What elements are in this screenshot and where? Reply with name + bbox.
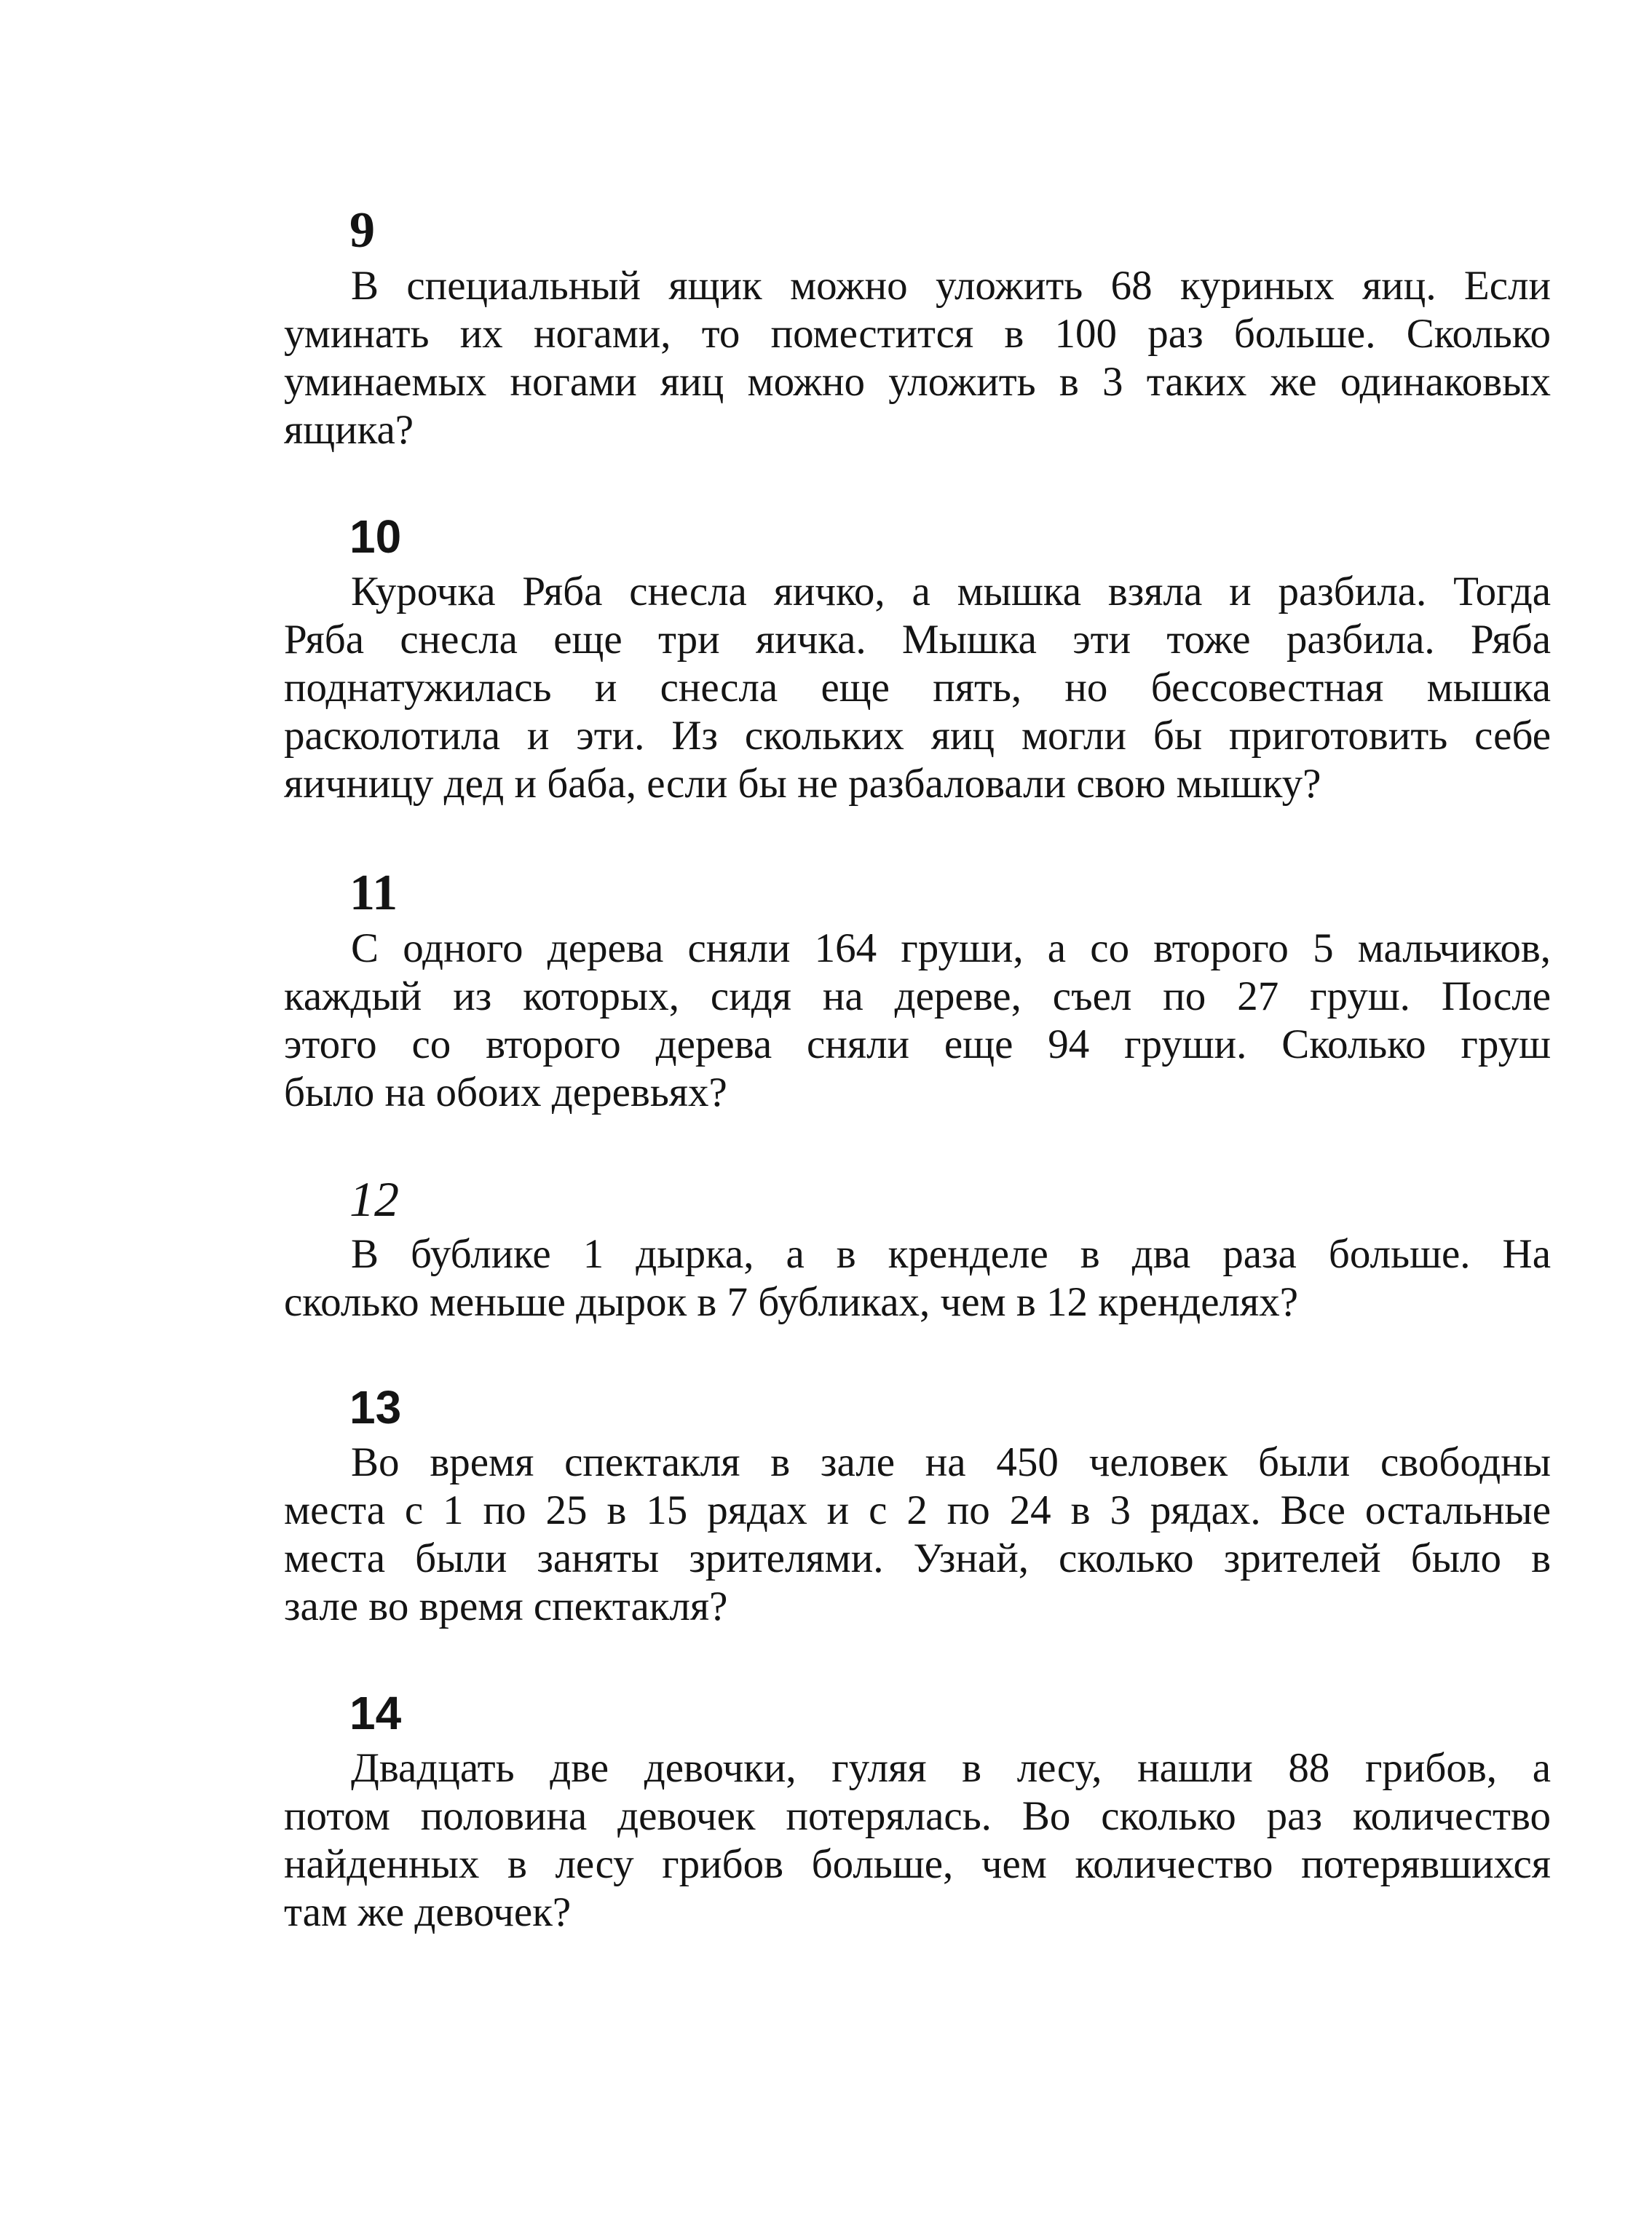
- problem-text: [284, 1744, 1551, 1937]
- text-line: В специальный ящик можно уложить 68 куриных яиц. Если: [351, 263, 1551, 309]
- text-line: каждый из которых, сидя на дереве, съел по 27 груш. После: [284, 973, 1551, 1019]
- text-line: уминаемых ногами яиц можно уложить в 3 таких же одинаковых: [284, 359, 1551, 405]
- problem-number: 12: [349, 1171, 399, 1227]
- problem-text: [284, 262, 1551, 454]
- problem-text: [284, 1230, 1551, 1327]
- problem-number: 10: [349, 510, 402, 563]
- text-line: ящика?: [284, 407, 414, 453]
- text-line: В бублике 1 дырка, а в кренделе в два раза больше. На: [351, 1231, 1551, 1277]
- problem-text: [284, 925, 1551, 1117]
- text-line: Двадцать две девочки, гуляя в лесу, нашли 88 грибов, а: [351, 1745, 1551, 1791]
- problem-number: 13: [349, 1381, 402, 1434]
- problem-number: 9: [349, 202, 375, 258]
- text-line: этого со второго дерева сняли еще 94 груши. Сколько груш: [284, 1021, 1551, 1067]
- text-line: Во время спектакля в зале на 450 человек были свободны: [351, 1439, 1551, 1485]
- text-line: найденных в лесу грибов больше, чем количество потерявшихся: [284, 1841, 1551, 1887]
- text-line: расколотила и эти. Из скольких яиц могли бы приготовить себе: [284, 713, 1551, 759]
- problem-number: 14: [349, 1687, 402, 1739]
- text-line: места с 1 по 25 в 15 рядах и с 2 по 24 в 3 рядах. Все остальные: [284, 1487, 1551, 1533]
- problem-number: 11: [349, 865, 398, 921]
- text-line: зале во время спектакля?: [284, 1584, 728, 1629]
- text-line: сколько меньше дырок в 7 бубликах, чем в 12 кренделях?: [284, 1279, 1298, 1325]
- problem-text: [284, 1439, 1551, 1631]
- text-line: поднатужилась и снесла еще пять, но бессовестная мышка: [284, 665, 1551, 711]
- text-line: яичницу дед и баба, если бы не разбаловали свою мышку?: [284, 761, 1321, 807]
- text-line: уминать их ногами, то поместится в 100 раз больше. Сколько: [284, 311, 1551, 357]
- text-line: потом половина девочек потерялась. Во сколько раз количество: [284, 1793, 1551, 1839]
- text-line: там же девочек?: [284, 1889, 572, 1935]
- problem-text: [284, 568, 1551, 808]
- text-line: Курочка Ряба снесла яичко, а мышка взяла и разбила. Тогда: [351, 569, 1551, 614]
- text-line: С одного дерева сняли 164 груши, а со второго 5 мальчиков,: [351, 925, 1551, 971]
- text-line: было на обоих деревьях?: [284, 1070, 727, 1115]
- text-line: Ряба снесла еще три яичка. Мышка эти тоже разбила. Ряба: [284, 617, 1551, 663]
- book-page: [284, 0, 1551, 2222]
- text-line: места были заняты зрителями. Узнай, сколько зрителей было в: [284, 1535, 1551, 1581]
